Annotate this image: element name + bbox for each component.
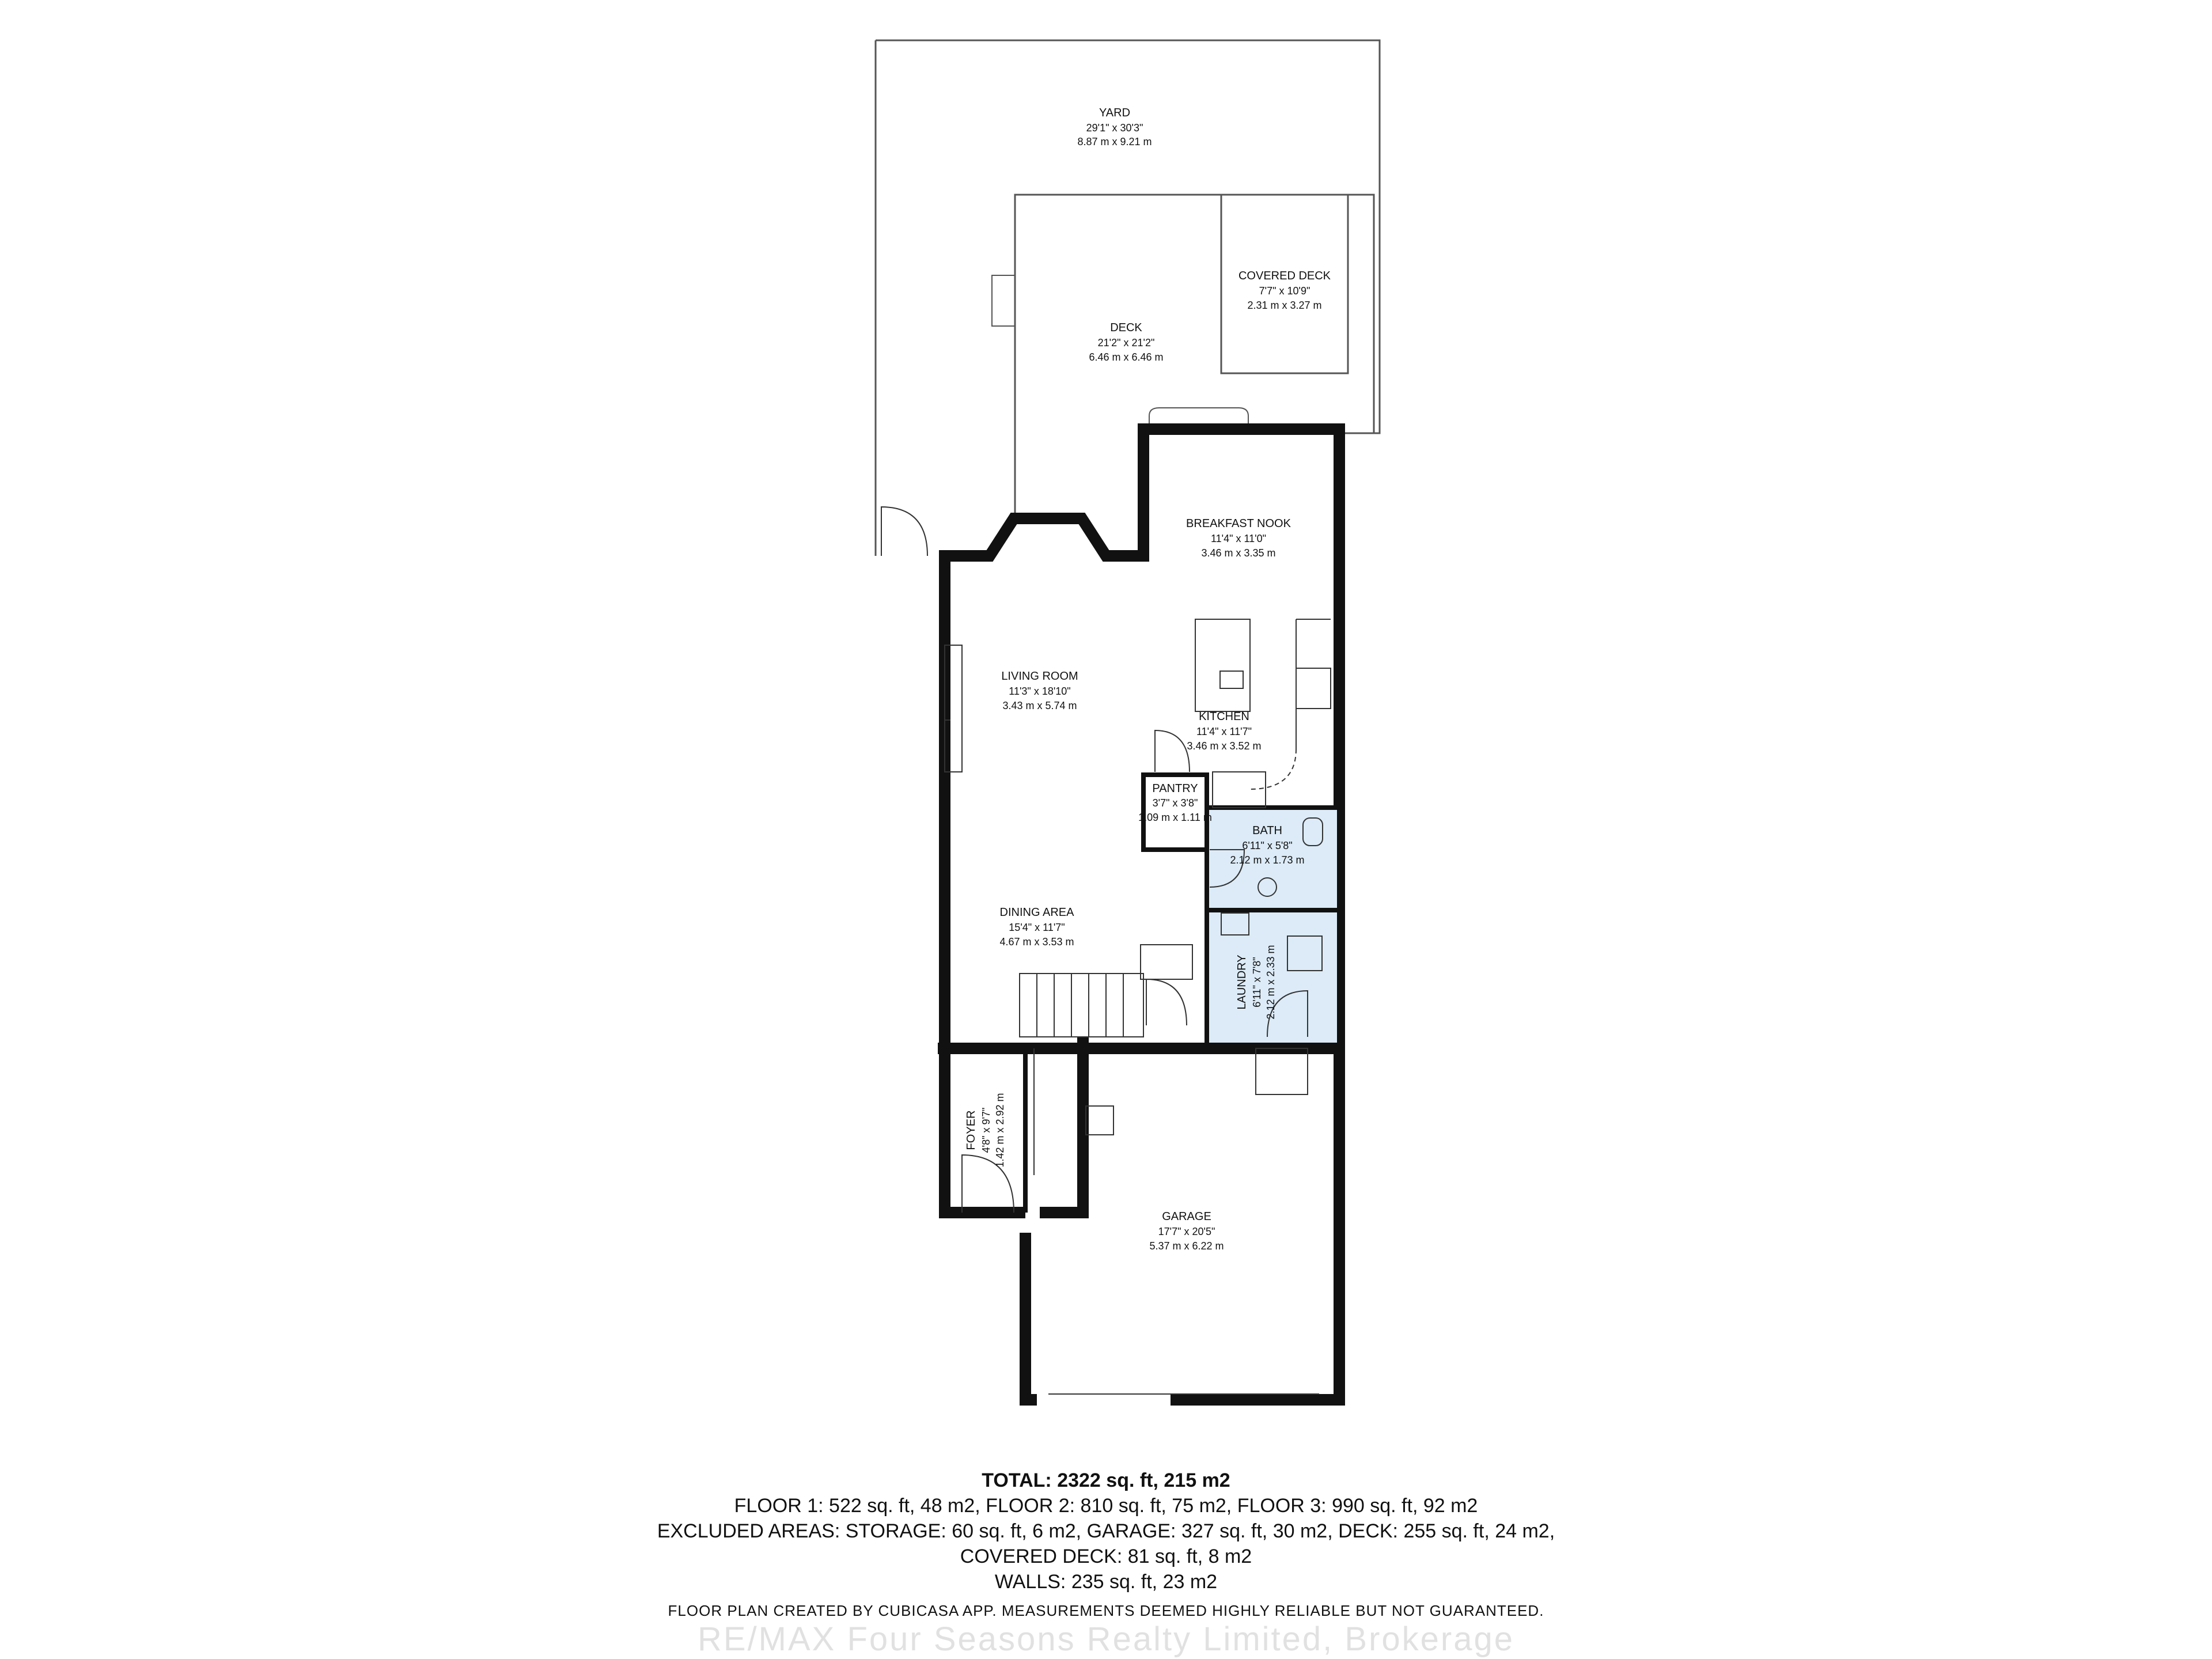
stairs-upper [1141, 945, 1192, 979]
room-living-room-name: LIVING ROOM [1001, 670, 1078, 683]
deck-area [992, 195, 1374, 517]
back-door-arc [881, 507, 927, 556]
room-foyer-imperial: 4'8" x 9'7" [980, 1107, 992, 1153]
room-foyer-metric: 1.42 m x 2.92 m [994, 1093, 1006, 1168]
stair-door-arc [1146, 979, 1187, 1025]
garage-steps [1256, 1048, 1308, 1094]
room-covered-deck-imperial: 7'7" x 10'9" [1259, 285, 1310, 297]
room-dining-area-imperial: 15'4" x 11'7" [1009, 922, 1065, 933]
room-living-room-metric: 3.43 m x 5.74 m [1002, 700, 1077, 711]
floor-plan-credit: FLOOR PLAN CREATED BY CUBICASA APP. MEASUREMENTS DEEMED HIGHLY RELIABLE BUT NOT GUARANTEED. [668, 1602, 1544, 1619]
room-garage-imperial: 17'7" x 20'5" [1158, 1226, 1215, 1237]
room-dining-area-name: DINING AREA [999, 906, 1074, 919]
floor-areas: FLOOR 1: 522 sq. ft, 48 m2, FLOOR 2: 810 sq. ft, 75 m2, FLOOR 3: 990 sq. ft, 92 m2 [734, 1495, 1478, 1517]
room-deck-name: DECK [1110, 321, 1142, 334]
room-living-room-imperial: 11'3" x 18'10" [1009, 685, 1071, 697]
foyer-door-arc [962, 1155, 1014, 1213]
room-bath-imperial: 6'11" x 5'8" [1242, 840, 1293, 851]
room-breakfast-nook-imperial: 11'4" x 11'0" [1210, 533, 1267, 544]
stairs-lower [1020, 974, 1143, 1037]
room-yard-imperial: 29'1" x 30'3" [1086, 122, 1143, 134]
room-bath-metric: 2.12 m x 1.73 m [1230, 854, 1305, 866]
covered-deck-area [1221, 195, 1348, 373]
room-kitchen-name: KITCHEN [1199, 710, 1249, 723]
room-pantry-imperial: 3'7" x 3'8" [1152, 797, 1198, 809]
room-covered-deck-metric: 2.31 m x 3.27 m [1247, 300, 1322, 311]
deck-step [992, 275, 1015, 326]
room-foyer-name: FOYER [965, 1110, 978, 1150]
total-area: TOTAL: 2322 sq. ft, 215 m2 [982, 1469, 1230, 1491]
room-laundry-name: LAUNDRY [1236, 955, 1248, 1010]
pantry-door-arc [1155, 730, 1190, 772]
room-pantry-metric: 1.09 m x 1.11 m [1138, 812, 1212, 823]
room-yard-name: YARD [1099, 107, 1131, 119]
room-covered-deck-name: COVERED DECK [1238, 270, 1331, 282]
room-kitchen-imperial: 11'4" x 11'7" [1196, 726, 1252, 737]
kitchen-sink-icon [1220, 671, 1243, 688]
room-bath-name: BATH [1252, 824, 1282, 837]
fridge-icon [1213, 772, 1266, 808]
room-laundry-imperial: 6'11" x 7'8" [1251, 957, 1263, 1007]
brokerage-watermark: RE/MAX Four Seasons Realty Limited, Brokerage [698, 1620, 1514, 1658]
area-summary [0, 1468, 2212, 1622]
room-laundry-metric: 2.12 m x 2.33 m [1265, 945, 1277, 1020]
room-breakfast-nook-metric: 3.46 m x 3.35 m [1201, 547, 1276, 559]
room-dining-area-metric: 4.67 m x 3.53 m [999, 936, 1074, 948]
room-garage-metric: 5.37 m x 6.22 m [1149, 1240, 1224, 1252]
room-garage-name: GARAGE [1162, 1210, 1211, 1223]
room-pantry-name: PANTRY [1152, 782, 1198, 795]
garage-post [1086, 1106, 1113, 1135]
excluded-areas-line-1: EXCLUDED AREAS: STORAGE: 60 sq. ft, 6 m2, GARAGE: 327 sq. ft, 30 m2, DECK: 255 sq. ft, 24 m2, [657, 1520, 1555, 1542]
room-yard-metric: 8.87 m x 9.21 m [1077, 136, 1152, 147]
room-deck-metric: 6.46 m x 6.46 m [1089, 351, 1164, 363]
room-breakfast-nook-name: BREAKFAST NOOK [1186, 517, 1291, 530]
excluded-areas-line-2: COVERED DECK: 81 sq. ft, 8 m2 [960, 1546, 1252, 1567]
walls-area: WALLS: 235 sq. ft, 23 m2 [994, 1571, 1218, 1593]
kitchen-island [1195, 619, 1250, 711]
stove-icon [1296, 668, 1331, 709]
room-kitchen-metric: 3.46 m x 3.52 m [1187, 740, 1262, 752]
room-deck-imperial: 21'2" x 21'2" [1097, 337, 1155, 349]
room-labels [965, 107, 1331, 1252]
